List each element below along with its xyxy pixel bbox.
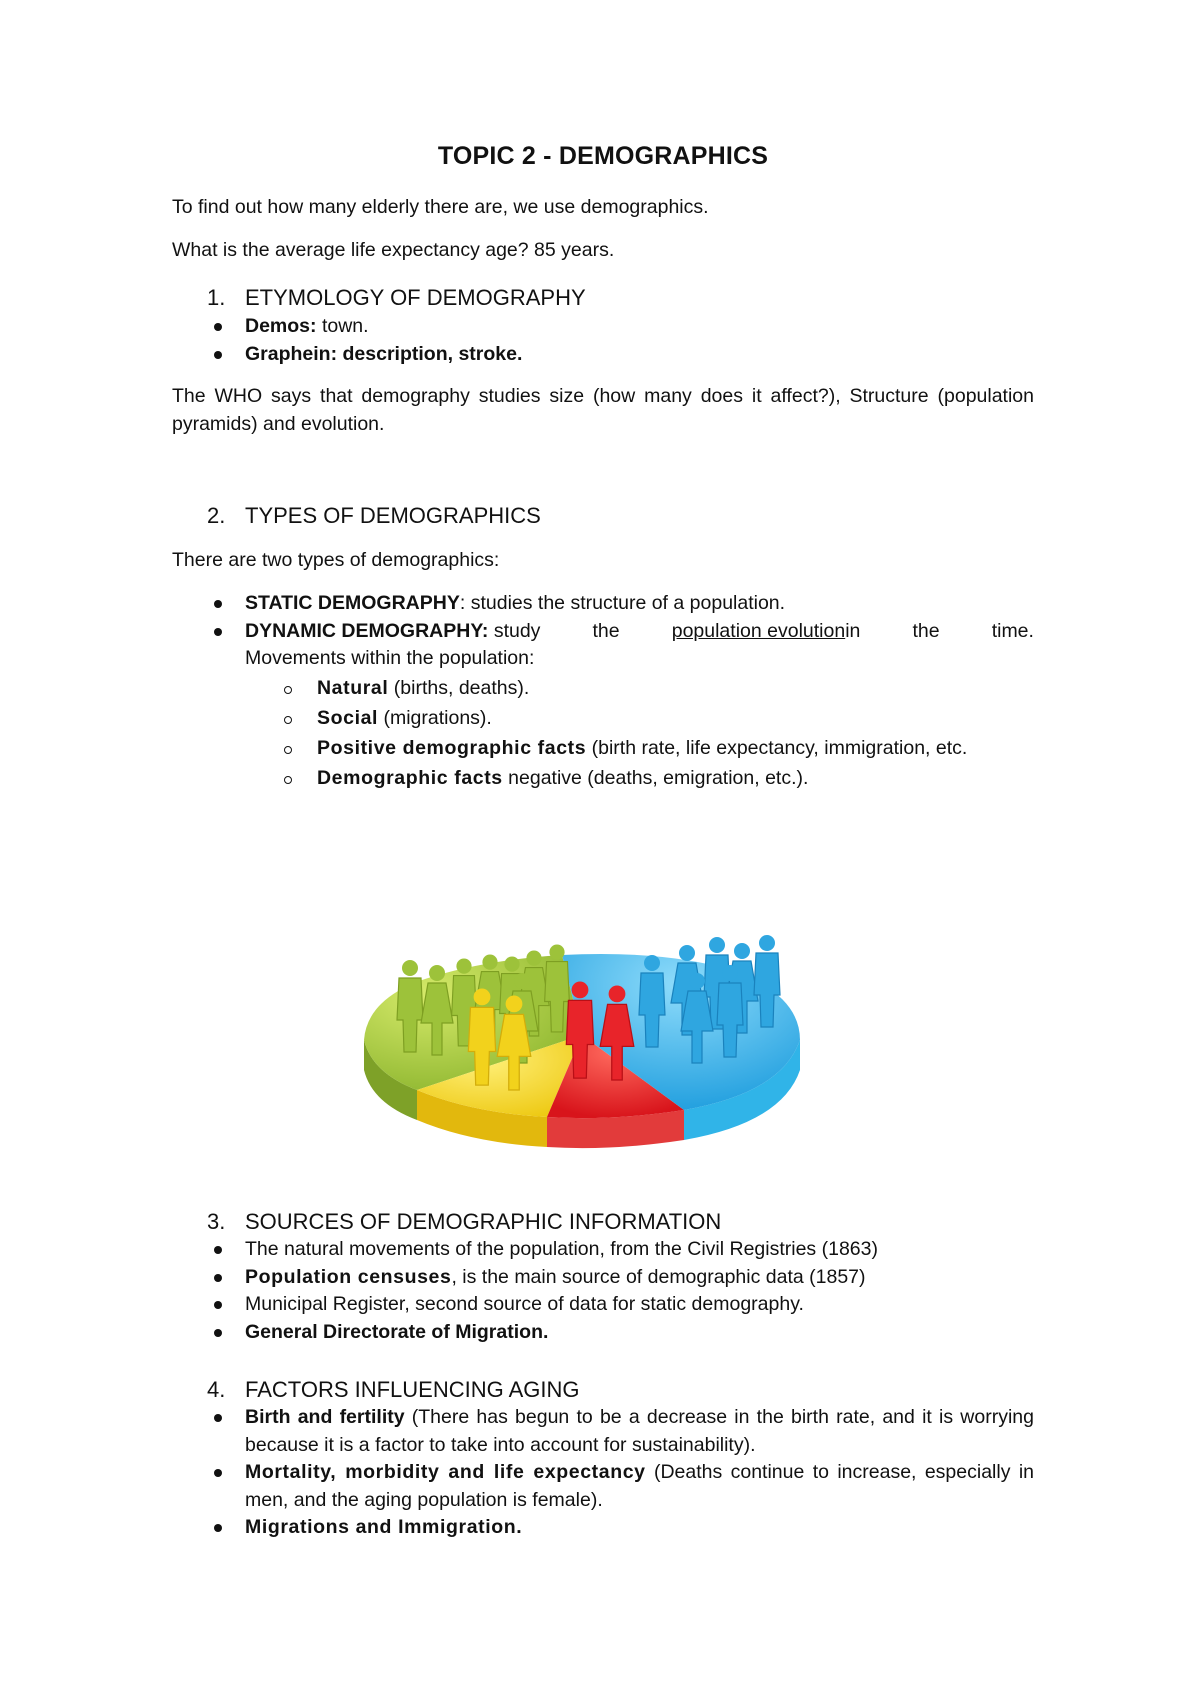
circle-bullet-icon bbox=[284, 716, 292, 724]
bullet-icon bbox=[214, 1246, 222, 1254]
section-1-title: ETYMOLOGY OF DEMOGRAPHY bbox=[245, 285, 586, 310]
section-4-heading bbox=[207, 1376, 580, 1404]
list-item bbox=[172, 1319, 1034, 1347]
list-item bbox=[172, 618, 1034, 793]
item-term: STATIC DEMOGRAPHY bbox=[245, 592, 460, 614]
list-item bbox=[172, 1236, 1034, 1264]
sub-list-item bbox=[172, 703, 1034, 733]
section-4-title: FACTORS INFLUENCING AGING bbox=[245, 1377, 580, 1402]
section-2-intro: There are two types of demographics: bbox=[172, 549, 500, 571]
section-2-number: 2. bbox=[207, 503, 226, 528]
word: in bbox=[845, 619, 861, 642]
sub-list-item bbox=[172, 733, 1034, 763]
item-term: Graphein: description, stroke. bbox=[245, 342, 523, 365]
item-term: Demos: bbox=[245, 315, 317, 337]
bullet-icon bbox=[214, 1469, 222, 1477]
bullet-icon bbox=[214, 1329, 222, 1337]
item-text: negative (deaths, emigration, etc.). bbox=[502, 766, 809, 789]
intro-line-1: To find out how many elderly there are, we use demographics. bbox=[172, 196, 709, 218]
sub-list-item bbox=[172, 673, 1034, 703]
bullet-icon bbox=[214, 600, 222, 608]
section-3-number: 3. bbox=[207, 1209, 226, 1234]
section-1-number: 1. bbox=[207, 285, 226, 310]
item-term: Migrations and Immigration. bbox=[245, 1516, 523, 1538]
list-item bbox=[172, 313, 1034, 341]
section-1-heading bbox=[207, 284, 586, 312]
item-text: (births, deaths). bbox=[388, 676, 530, 699]
circle-bullet-icon bbox=[284, 776, 292, 784]
item-term: Social bbox=[317, 706, 379, 729]
section-3-heading bbox=[207, 1208, 721, 1236]
item-text: , is the main source of demographic data (1857) bbox=[451, 1265, 866, 1288]
circle-bullet-icon bbox=[284, 746, 292, 754]
underlined-phrase: population evolution bbox=[671, 619, 846, 642]
bullet-icon bbox=[214, 323, 222, 331]
list-item bbox=[172, 590, 1034, 618]
dynamic-sublist bbox=[245, 673, 1034, 793]
word: time. bbox=[991, 619, 1034, 642]
intro-line-2: What is the average life expectancy age? 85 years. bbox=[172, 239, 615, 261]
section-2-title: TYPES OF DEMOGRAPHICS bbox=[245, 503, 541, 528]
page-title: TOPIC 2 - DEMOGRAPHICS bbox=[437, 142, 769, 170]
section-2-heading bbox=[207, 502, 541, 530]
item-term: DYNAMIC DEMOGRAPHY: bbox=[245, 619, 489, 642]
list-item bbox=[172, 1291, 1034, 1319]
bullet-icon bbox=[214, 628, 222, 636]
item-term: Birth and fertility bbox=[245, 1406, 405, 1428]
item-text: (migrations). bbox=[378, 706, 492, 729]
item-term: Population censuses bbox=[245, 1265, 452, 1288]
item-text: The natural movements of the population, from the Civil Registries (1863) bbox=[245, 1238, 878, 1260]
section-3-title: SOURCES OF DEMOGRAPHIC INFORMATION bbox=[245, 1209, 722, 1234]
item-term: General Directorate of Migration. bbox=[245, 1320, 549, 1343]
bullet-icon bbox=[214, 1274, 222, 1282]
section-4-number: 4. bbox=[207, 1377, 226, 1402]
section-3-list bbox=[172, 1236, 1034, 1346]
item-term: Natural bbox=[317, 676, 389, 699]
item-text: town. bbox=[316, 315, 369, 337]
bullet-icon bbox=[214, 1301, 222, 1309]
item-text: (birth rate, life expectancy, immigration, etc. bbox=[586, 736, 968, 759]
section-1-paragraph: The WHO says that demography studies size (how many does it affect?), Structure (population pyramids) and evolution. bbox=[172, 385, 1034, 435]
dynamic-continuation: Movements within the population: bbox=[245, 647, 535, 669]
section-2-list bbox=[172, 590, 1034, 793]
item-term: Demographic facts bbox=[317, 766, 503, 789]
word: the bbox=[912, 619, 940, 642]
word: the bbox=[592, 619, 620, 642]
bullet-icon bbox=[214, 1524, 222, 1532]
item-text: Municipal Register, second source of data for static demography. bbox=[245, 1293, 804, 1315]
list-item bbox=[172, 1404, 1034, 1459]
dynamic-first-line bbox=[245, 618, 1034, 646]
word: study bbox=[493, 619, 541, 642]
section-1-list bbox=[172, 313, 1034, 368]
list-item bbox=[172, 1459, 1034, 1514]
list-item bbox=[172, 1264, 1034, 1292]
list-item bbox=[172, 1514, 1034, 1542]
list-item bbox=[172, 341, 1034, 369]
circle-bullet-icon bbox=[284, 686, 292, 694]
bullet-icon bbox=[214, 351, 222, 359]
population-pie-illustration bbox=[362, 895, 842, 1155]
item-term: Positive demographic facts bbox=[317, 736, 587, 759]
section-4-list bbox=[172, 1404, 1034, 1542]
sub-list-item bbox=[172, 763, 1034, 793]
item-text: : studies the structure of a population. bbox=[459, 592, 786, 614]
item-term: Mortality, morbidity and life expectancy bbox=[245, 1461, 646, 1483]
item-text: (Deaths continue to increase, especially in men, and the aging population is female). bbox=[245, 1461, 1034, 1511]
bullet-icon bbox=[214, 1414, 222, 1422]
item-text: (There has begun to be a decrease in the birth rate, and it is worrying because it is a factor to take into account for sustainability). bbox=[245, 1406, 1034, 1456]
